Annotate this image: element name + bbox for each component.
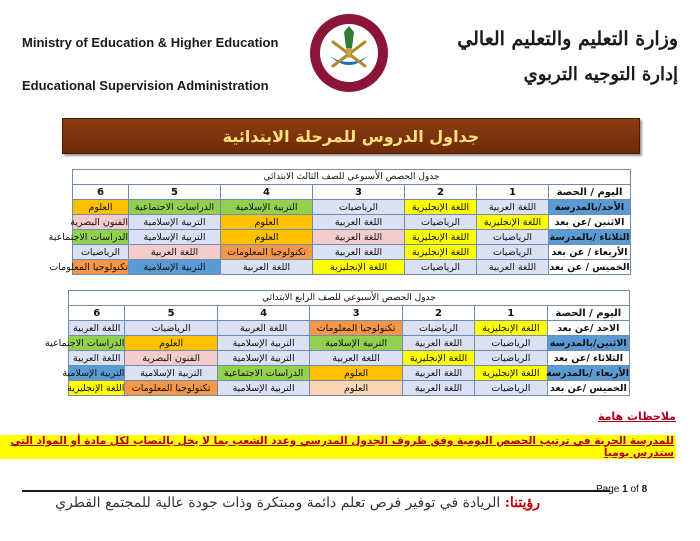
page-word: Page — [596, 484, 620, 495]
table-row — [69, 381, 630, 396]
vision-text: الريادة في توفير فرص تعلم دائمة ومبتكرة وذات جودة عالية للمجتمع القطري — [55, 495, 501, 511]
period-header: 1 — [477, 185, 549, 200]
table-row — [73, 245, 631, 260]
timetable-caption: جدول الحصص الأسبوعي للصف الثالث الابتدائي — [73, 170, 631, 185]
subject-cell: الرياضيات — [313, 200, 405, 215]
subject-cell: تكنولوجيا المعلومات — [49, 261, 129, 273]
subject-cell: تكنولوجيا المعلومات — [125, 381, 217, 396]
subject-cell: اللغة الإنجليزية — [67, 382, 125, 394]
qatar-emblem-icon — [308, 12, 390, 94]
notes-title: ملاحظات هامة — [597, 410, 676, 423]
day-label: الاحد /عن بعد — [547, 321, 629, 336]
period-header: 4 — [221, 185, 313, 200]
day-label: الاثنين /عن بعد — [549, 215, 631, 230]
subject-cell: التربية الإسلامية — [217, 381, 309, 396]
period-header: 6 — [73, 185, 129, 200]
subject-cell: الفنون البصرية — [70, 216, 129, 228]
title-banner — [62, 118, 640, 154]
subject-cell: التربية الإسلامية — [310, 336, 402, 351]
day-label: الثلاثاء /عن بعد — [547, 351, 629, 366]
subject-cell: اللغة العربية — [217, 321, 309, 336]
subject-cell: التربية الإسلامية — [125, 366, 217, 381]
page-number: 1 — [622, 484, 628, 495]
table-row — [73, 215, 631, 230]
subject-cell: العلوم — [221, 230, 313, 245]
subject-cell: الرياضيات — [475, 381, 547, 396]
day-label: الخميس /عن بعد — [547, 381, 629, 396]
subject-cell: التربية الإسلامية — [129, 230, 221, 245]
subject-cell: العلوم — [310, 381, 402, 396]
subject-cell: التربية الإسلامية — [129, 215, 221, 230]
period-header: 3 — [310, 306, 402, 321]
subject-cell: اللغة الإنجليزية — [313, 260, 405, 275]
subject-cell: العلوم — [73, 200, 129, 215]
period-header: 2 — [402, 306, 474, 321]
subject-cell: الفنون البصرية — [125, 351, 217, 366]
period-header: 2 — [405, 185, 477, 200]
period-header: 6 — [69, 306, 125, 321]
notes-body: للمدرسة الحرية في ترتيب الحصص اليومية وفق ظروف الجدول المدرسي وعدد الشعب بما لا يخل بالنصاب لكل مادة أو المواد التي ستدرس يومياً — [0, 435, 676, 459]
table-row — [69, 366, 630, 381]
subject-cell: اللغة الإنجليزية — [405, 200, 477, 215]
vision-statement — [55, 495, 540, 511]
vision-label: رؤيتنا: — [504, 495, 540, 511]
subject-cell: التربية الإسلامية — [221, 200, 313, 215]
subject-cell: الرياضيات — [475, 351, 547, 366]
subject-cell: اللغة العربية — [477, 260, 549, 275]
subject-cell: الدراسات الاجتماعية — [44, 337, 125, 349]
subject-cell: اللغة الإنجليزية — [405, 230, 477, 245]
subject-cell: اللغة الإنجليزية — [475, 321, 547, 336]
page-total: 8 — [641, 484, 648, 495]
subject-cell: الرياضيات — [405, 215, 477, 230]
day-label: الأحد/بالمدرسة — [549, 200, 631, 215]
subject-cell: اللغة العربية — [402, 381, 474, 396]
period-header: 1 — [475, 306, 547, 321]
subject-cell: الدراسات الاجتماعية — [217, 366, 309, 381]
subject-cell: اللغة العربية — [313, 230, 405, 245]
subject-cell: التربية الإسلامية — [217, 351, 309, 366]
period-header: 3 — [313, 185, 405, 200]
ministry-name-en: Ministry of Education & Higher Education — [22, 35, 279, 50]
grade3-timetable — [48, 169, 631, 275]
subject-cell: اللغة العربية — [69, 321, 125, 336]
table-row — [73, 200, 631, 215]
subject-cell: الرياضيات — [73, 245, 129, 260]
subject-cell: اللغة العربية — [477, 200, 549, 215]
day-label: الأربعاء / عن بعد — [549, 245, 631, 260]
subject-cell: اللغة العربية — [313, 215, 405, 230]
subject-cell: تكنولوجيا المعلومات — [221, 245, 313, 260]
administration-name-ar: إدارة التوجيه التربوي — [523, 64, 678, 85]
subject-cell: الرياضيات — [475, 336, 547, 351]
of-word: of — [630, 484, 639, 495]
page-indicator — [596, 484, 647, 495]
day-label: الثلاثاء /بالمدرسة — [549, 231, 630, 243]
subject-cell: اللغة العربية — [69, 351, 125, 366]
table-row — [73, 230, 631, 245]
subject-cell: الرياضيات — [405, 260, 477, 275]
subject-cell: اللغة العربية — [129, 245, 221, 260]
administration-name-en: Educational Supervision Administration — [22, 78, 269, 93]
subject-cell: الدراسات الاجتماعية — [48, 231, 129, 243]
subject-cell: اللغة العربية — [313, 245, 405, 260]
page-title: جداول الدروس للمرحلة الابتدائية — [222, 126, 480, 146]
subject-cell: تكنولوجيا المعلومات — [310, 321, 402, 336]
subject-cell: الرياضيات — [402, 321, 474, 336]
subject-cell: التربية الإسلامية — [217, 336, 309, 351]
footer-rule — [22, 490, 610, 492]
subject-cell: الرياضيات — [477, 230, 549, 245]
subject-cell: اللغة الإنجليزية — [405, 245, 477, 260]
corner-header: اليوم / الحصة — [547, 306, 629, 321]
subject-cell: الرياضيات — [477, 245, 549, 260]
grade4-timetable — [44, 290, 630, 396]
subject-cell: العلوم — [221, 215, 313, 230]
subject-cell: اللغة الإنجليزية — [477, 215, 549, 230]
timetable-caption: جدول الحصص الأسبوعي للصف الرابع الابتدائي — [69, 291, 630, 306]
table-row — [73, 260, 631, 275]
day-label: الأربعاء /بالمدرسة — [545, 367, 629, 379]
period-header: 5 — [125, 306, 217, 321]
period-header: 5 — [129, 185, 221, 200]
subject-cell: اللغة العربية — [402, 336, 474, 351]
day-label: الاثنين/بالمدرسة — [547, 336, 629, 351]
table-row — [69, 336, 630, 351]
subject-cell: العلوم — [125, 336, 217, 351]
subject-cell: الرياضيات — [125, 321, 217, 336]
corner-header: اليوم / الحصة — [549, 185, 631, 200]
period-header: 4 — [217, 306, 309, 321]
table-row — [69, 351, 630, 366]
subject-cell: اللغة العربية — [221, 260, 313, 275]
subject-cell: اللغة العربية — [402, 366, 474, 381]
subject-cell: التربية الإسلامية — [129, 260, 221, 275]
subject-cell: اللغة العربية — [310, 351, 402, 366]
ministry-name-ar: وزارة التعليم والتعليم العالي — [457, 28, 678, 50]
subject-cell: الدراسات الاجتماعية — [129, 200, 221, 215]
subject-cell: اللغة الإنجليزية — [475, 366, 547, 381]
day-label: الخميس / عن بعد — [549, 261, 630, 273]
subject-cell: التربية الإسلامية — [62, 367, 125, 379]
table-row — [69, 321, 630, 336]
subject-cell: اللغة الإنجليزية — [402, 351, 474, 366]
subject-cell: العلوم — [310, 366, 402, 381]
